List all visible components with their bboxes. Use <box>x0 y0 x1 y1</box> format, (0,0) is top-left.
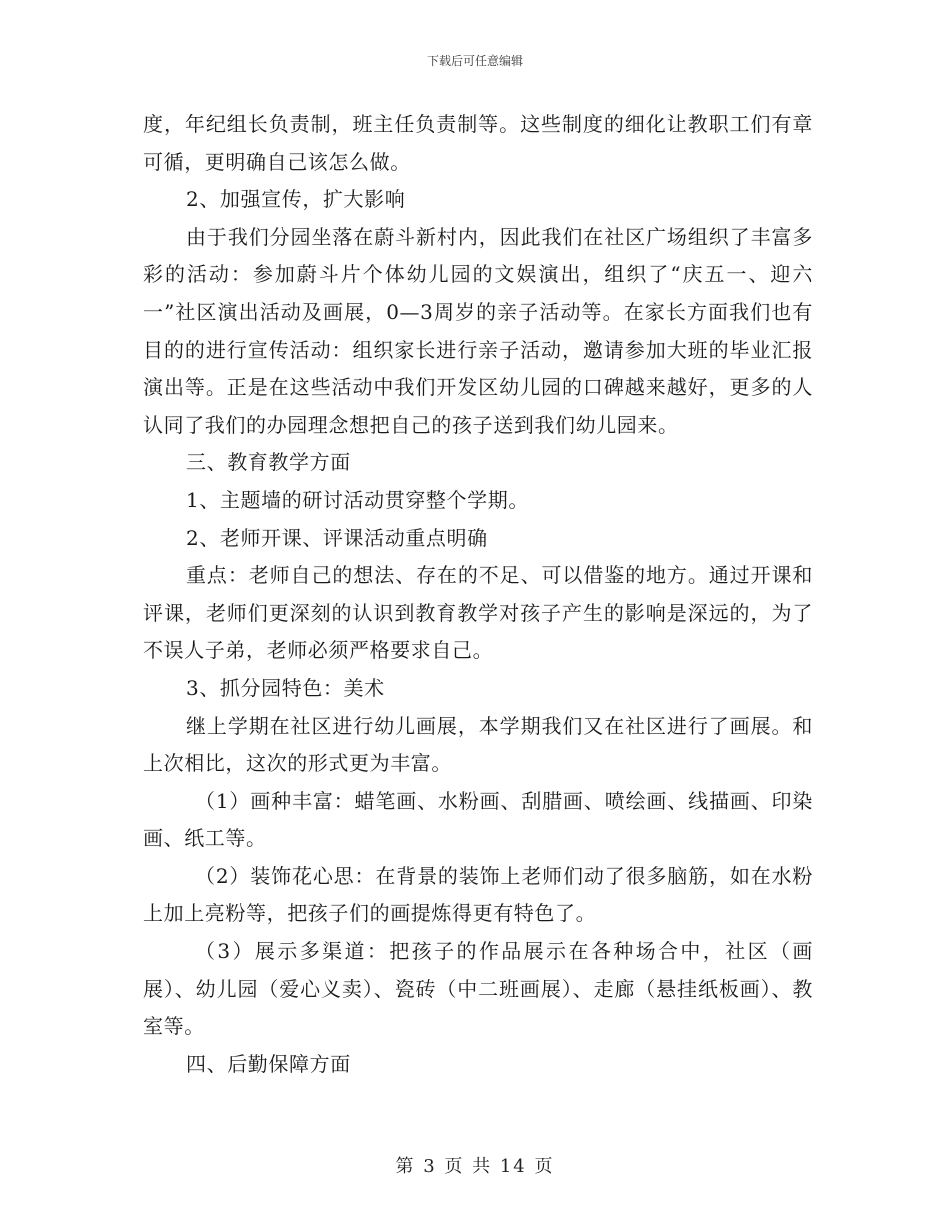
list-item-display: （3）展示多渠道：把孩子的作品展示在各种场合中，社区（画展）、幼儿园（爱心义卖）、瓷砖（中二班画展）、走廊（悬挂纸板画）、教室等。 <box>143 939 813 1039</box>
paragraph-art: 继上学期在社区进行幼儿画展，本学期我们又在社区进行了画展。和上次相比，这次的形式更为丰富。 <box>143 713 813 776</box>
paragraph-lessons: 重点：老师自己的想法、存在的不足、可以借鉴的地方。通过开课和评课，老师们更深刻的认识到教育教学对孩子产生的影响是深远的，为了不误人子弟，老师必须严格要求自己。 <box>143 563 813 663</box>
document-body <box>143 106 813 1083</box>
paragraph-publicity: 由于我们分园坐落在蔚斗新村内，因此我们在社区广场组织了丰富多彩的活动：参加蔚斗片个体幼儿园的文娱演出，组织了“庆五一、迎六一”社区演出活动及画展，0—3周岁的亲子活动等。在家长方面我们也有目的的进行宣传活动：组织家长进行亲子活动，邀请参加大班的毕业汇报演出等。正是在这些活动中我们开发区幼儿园的口碑越来越好，更多的人认同了我们的办园理念想把自己的孩子送到我们幼儿园来。 <box>143 224 813 437</box>
section-heading-teaching: 三、教育教学方面 <box>186 450 351 475</box>
page-footer: 第 3 页 共 14 页 <box>395 1156 555 1177</box>
subheading-lessons: 2、老师开课、评课活动重点明确 <box>186 525 488 550</box>
list-item-decoration: （2）装饰花心思：在背景的装饰上老师们动了很多脑筋，如在水粉上加上亮粉等，把孩子们的画提炼得更有特色了。 <box>143 863 813 926</box>
section-heading-logistics: 四、后勤保障方面 <box>186 1051 351 1076</box>
paragraph-continuation: 度，年纪组长负责制，班主任负责制等。这些制度的细化让教职工们有章可循，更明确自己该怎么做。 <box>143 112 813 174</box>
subheading-art: 3、抓分园特色：美术 <box>186 675 385 700</box>
list-item-painting-types: （1）画种丰富：蜡笔画、水粉画、刮腊画、喷绘画、线描画、印染画、纸工等。 <box>143 788 813 851</box>
subheading-theme-wall: 1、主题墙的研讨活动贯穿整个学期。 <box>186 487 529 512</box>
subheading-publicity: 2、加强宣传，扩大影响 <box>186 187 406 212</box>
page-header: 下载后可任意编辑 <box>426 54 523 68</box>
